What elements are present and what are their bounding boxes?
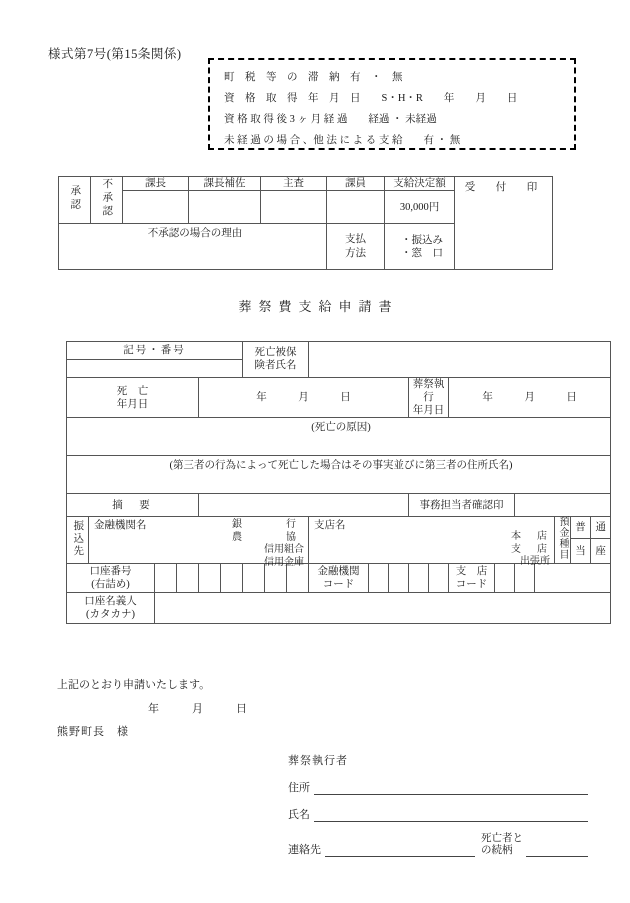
disapproval-reason-cell[interactable] (59, 224, 327, 270)
bank-type-agricultural[interactable]: 農 協 (232, 531, 305, 543)
table-row (67, 593, 611, 624)
cell-deputy-chief-seal[interactable] (189, 191, 261, 224)
deposit-type-label: 預金種目 (557, 516, 569, 561)
branch-type-sub-office[interactable]: 出張所 (520, 556, 551, 568)
payment-option-counter[interactable]: ・窓 口 (401, 247, 443, 259)
approval-table (58, 176, 553, 270)
symbol-number-label: 記号・番号 (123, 344, 186, 356)
deceased-insured-label-cell (243, 342, 309, 378)
disapprove-label-cell (91, 177, 123, 224)
note-line-other-law-payment: 未 経 過 の 場 合 、他 法 に よ る 支 給 有 ・ 無 (224, 135, 461, 146)
relation-input[interactable] (526, 843, 588, 857)
account-holder-value-cell[interactable] (155, 593, 611, 624)
symbol-number-label-cell (67, 342, 243, 360)
bank-code-digit[interactable] (369, 564, 389, 593)
deposit-option-futsuu-2[interactable]: 通 (591, 517, 611, 539)
note-line-three-months: 資 格 取 得 後 3 ヶ 月 経 過 経過 ・ 未経過 (224, 114, 437, 125)
funeral-date-label-cell (409, 378, 449, 418)
header-inspector: 主査 (261, 177, 327, 191)
executor-title: 葬祭執行者 (288, 755, 348, 767)
cell-staff-seal[interactable] (327, 191, 385, 224)
executor-block (288, 752, 588, 857)
bank-type-options[interactable] (232, 519, 304, 569)
contact-field-row (288, 833, 588, 857)
table-row (59, 177, 553, 191)
summary-value-cell[interactable] (199, 494, 409, 517)
summary-label: 摘 要 (112, 499, 153, 511)
bank-type-credit-bank[interactable]: 信用金庫 (264, 556, 305, 568)
bank-code-digit[interactable] (389, 564, 409, 593)
disapprove-label: 不承認 (101, 177, 113, 219)
cell-section-chief-seal[interactable] (123, 191, 189, 224)
bank-name-label: 金融機関名 (94, 520, 147, 532)
branch-code-label-cell (449, 564, 495, 593)
funeral-date-label: 葬祭執行 年月日 (412, 379, 445, 417)
name-label: 氏名 (288, 809, 310, 821)
cause-of-death-label: (死亡の原因) (311, 422, 371, 434)
bank-code-label: 金融機関 コード (317, 566, 360, 591)
note-line-qualification-date: 資 格 取 得 年 月 日 S・H・R 年 月 日 (224, 93, 518, 104)
name-input[interactable] (314, 808, 588, 822)
account-number-label: 口座番号 (右詰め) (89, 566, 132, 591)
relation-label (475, 833, 526, 857)
eligibility-note-box (208, 58, 576, 150)
disapproval-reason-label: 不承認の場合の理由 (147, 228, 243, 240)
address-input[interactable] (314, 781, 588, 795)
deposit-option-touza-2[interactable]: 座 (591, 539, 611, 564)
payment-method-label: 支払 方法 (345, 233, 366, 259)
account-number-digit[interactable] (177, 564, 199, 593)
table-row (67, 456, 611, 494)
relation-label-line1: 死亡者と (481, 833, 523, 844)
funeral-date-value-cell[interactable]: 年 月 日 (449, 378, 611, 418)
approve-label: 承認 (69, 184, 81, 212)
transfer-destination-label: 振込先 (72, 519, 84, 558)
death-date-value-cell[interactable]: 年 月 日 (199, 378, 409, 418)
death-date-label: 死 亡 年月日 (116, 385, 149, 410)
bank-type-bank[interactable]: 銀 行 (232, 519, 305, 531)
application-date-line[interactable]: 年 月 日 (148, 703, 247, 715)
payment-option-transfer[interactable]: ・振込み (401, 234, 443, 246)
approve-label-cell (59, 177, 91, 224)
note-line-tax-arrears: 町 税 等 の 滞 納 有 ・ 無 (224, 72, 403, 83)
account-holder-label-cell (67, 593, 155, 624)
bank-code-label-cell (309, 564, 369, 593)
third-party-cell[interactable] (67, 456, 611, 494)
staff-seal-value-cell[interactable] (515, 494, 611, 517)
third-party-label: (第三者の行為によって死亡した場合はその事実並びに第三者の住所氏名) (169, 460, 513, 472)
deposit-option-futsuu-1[interactable]: 普 (571, 517, 591, 539)
relation-label-line2: の続柄 (481, 845, 513, 857)
contact-input[interactable] (325, 843, 475, 857)
account-number-digit[interactable] (199, 564, 221, 593)
contact-label: 連絡先 (288, 844, 321, 857)
payment-method-label-cell (327, 224, 385, 270)
death-date-label-cell (67, 378, 199, 418)
branch-type-branch[interactable]: 支 店 (511, 543, 551, 555)
table-row (67, 418, 611, 456)
header-deputy-chief: 課長補佐 (189, 177, 261, 191)
table-row (67, 517, 611, 539)
staff-seal-label-cell: 事務担当者確認印 (409, 494, 515, 517)
deceased-insured-value-cell[interactable] (309, 342, 611, 378)
summary-label-cell (67, 494, 199, 517)
branch-type-head-office[interactable]: 本 店 (511, 531, 551, 543)
account-number-label-cell (67, 564, 155, 593)
deposit-type-label-cell (555, 517, 571, 564)
bank-type-credit-union[interactable]: 信用組合 (264, 544, 305, 556)
declaration-text: 上記のとおり申請いたします。 (57, 679, 211, 691)
receipt-seal-cell[interactable] (455, 177, 553, 270)
branch-name-cell[interactable] (309, 517, 555, 568)
account-holder-label: 口座名義人 (カタカナ) (84, 596, 137, 621)
payment-method-options-cell[interactable] (385, 224, 455, 270)
table-row (67, 342, 611, 360)
cause-of-death-cell[interactable] (67, 418, 611, 456)
bank-code-digit[interactable] (429, 564, 449, 593)
address-label: 住所 (288, 782, 310, 794)
cell-decided-amount-value[interactable]: 30,000円 (385, 191, 455, 224)
addressee-mayor: 熊野町長 様 (57, 726, 129, 738)
name-field-row (288, 806, 588, 822)
address-field-row (288, 779, 588, 795)
header-section-chief: 課長 (123, 177, 189, 191)
form-number: 様式第7号(第15条関係) (48, 47, 182, 61)
deceased-insured-label: 死亡被保 険者氏名 (254, 346, 297, 371)
deposit-option-touza-1[interactable]: 当 (571, 539, 591, 564)
bank-name-cell[interactable] (89, 517, 309, 568)
table-row (67, 494, 611, 517)
symbol-number-value-cell[interactable] (67, 360, 243, 378)
branch-name-label: 支店名 (314, 520, 346, 532)
bank-code-digit[interactable] (409, 564, 429, 593)
transfer-destination-label-cell (67, 517, 89, 564)
branch-type-options[interactable] (511, 531, 550, 569)
header-decided-amount: 支給決定額 (385, 177, 455, 191)
account-number-digit[interactable] (155, 564, 177, 593)
table-row (67, 378, 611, 418)
cell-inspector-seal[interactable] (261, 191, 327, 224)
branch-code-label: 支 店 コード (455, 566, 488, 591)
header-staff: 課員 (327, 177, 385, 191)
application-table (66, 341, 611, 624)
receipt-seal-label: 受 付 印 (464, 182, 543, 193)
page-title: 葬祭費支給申請書 (238, 299, 399, 314)
